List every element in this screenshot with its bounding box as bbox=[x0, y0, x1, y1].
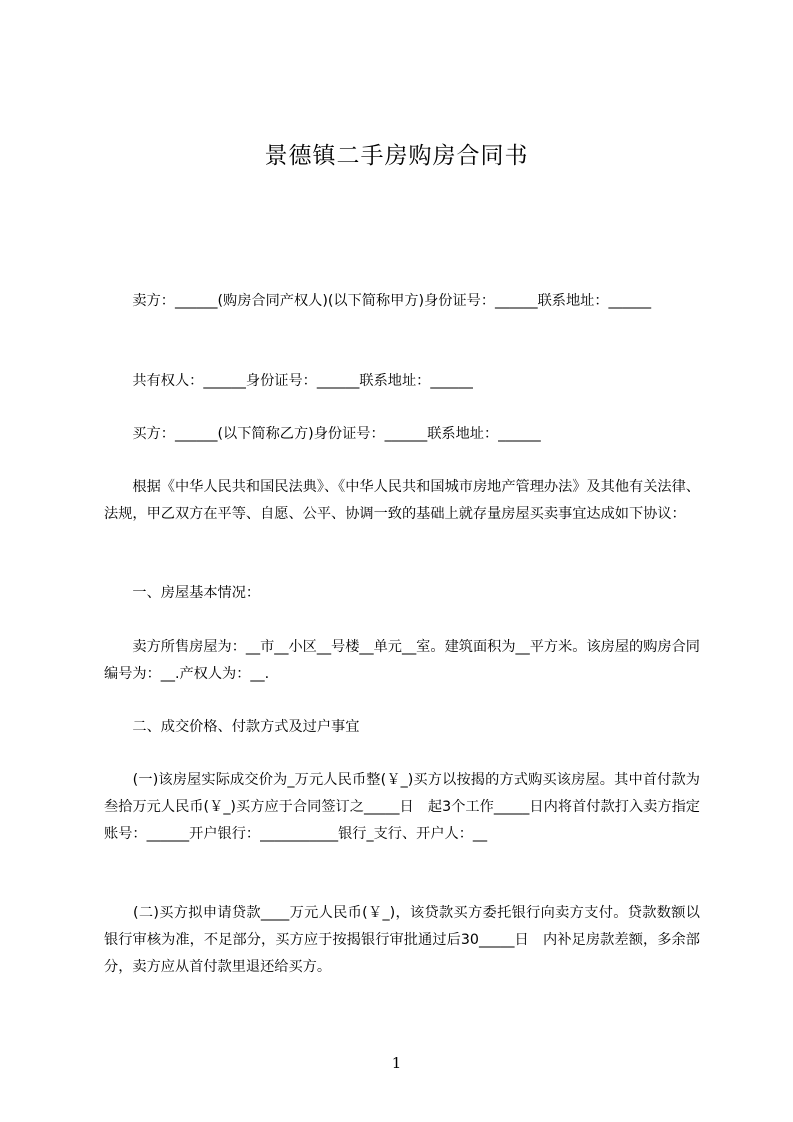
seller-paragraph: 卖方：______(购房合同产权人)(以下简称甲方)身份证号：______联系地址：______ bbox=[104, 293, 652, 309]
co-owner-paragraph: 共有权人：______身份证号：______联系地址：______ bbox=[104, 373, 473, 389]
buyer-paragraph: 买方：______(以下简称乙方)身份证号：______联系地址：______ bbox=[104, 426, 541, 442]
page-number: 1 bbox=[391, 1054, 402, 1072]
document-title: 景德镇二手房购房合同书 bbox=[264, 143, 529, 169]
payment-clause-2: (二)买方拟申请贷款____万元人民币(￥_)，该贷款买方委托银行向卖方支付。贷款数额以银行审核为准，不足部分，买方应于按揭银行审批通过后30_____日 内补足房款差额，多余部分，卖方应从首付款里退还给买方。 bbox=[104, 905, 700, 975]
section-2-heading: 二、成交价格、付款方式及过户事宜 bbox=[104, 719, 360, 735]
preamble-paragraph: 根据《中华人民共和国民法典》、《中华人民共和国城市房地产管理办法》及其他有关法律、法规，甲乙双方在平等、自愿、公平、协调一致的基础上就存量房屋买卖事宜达成如下协议： bbox=[104, 479, 700, 522]
payment-clause-1: (一)该房屋实际成交价为_万元人民币整(￥_)买方以按揭的方式购买该房屋。其中首付款为叁拾万元人民币(￥_)买方应于合同签订之_____日 起3个工作_____日内将首付款打入卖方指定账号：______开户银行：___________银行_支行、开户人：__ bbox=[104, 772, 700, 842]
section-1-heading: 一、房屋基本情况： bbox=[104, 585, 261, 601]
property-info-paragraph: 卖方所售房屋为：__市__小区__号楼__单元__室。建筑面积为__平方米。该房屋的购房合同编号为：__.产权人为：__. bbox=[104, 639, 700, 682]
